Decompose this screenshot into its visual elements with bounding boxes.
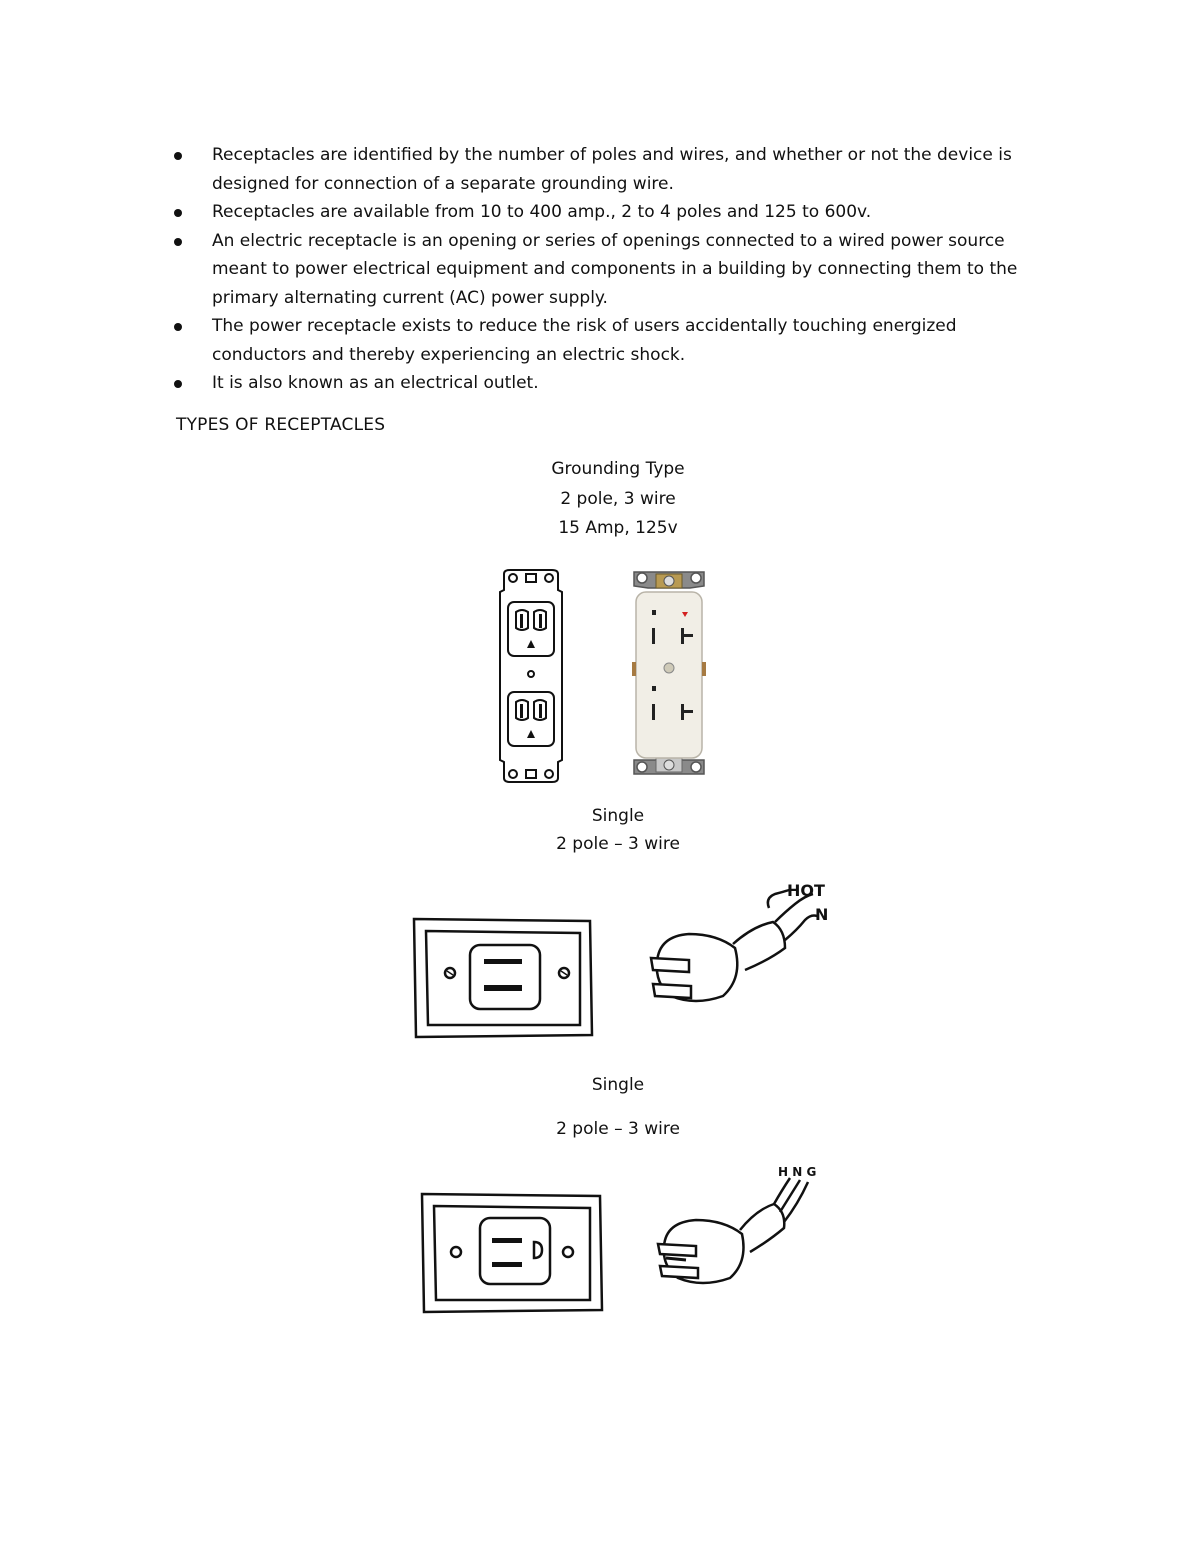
bullet-dot-icon bbox=[174, 152, 182, 160]
plug-label-hot: HOT bbox=[787, 881, 825, 900]
plug-label-neutral: N bbox=[815, 905, 829, 924]
single-b-caption-title: Single bbox=[591, 1075, 645, 1095]
single-a-caption-poles: 2 pole – 3 wire bbox=[556, 834, 680, 854]
bullet-list bbox=[172, 141, 1052, 398]
bullet-dot-icon bbox=[174, 238, 182, 246]
single-receptacle-plate-icon bbox=[410, 915, 594, 1039]
grounding-caption-rating: 15 Amp, 125v bbox=[558, 518, 678, 538]
single-b-caption-poles: 2 pole – 3 wire bbox=[556, 1119, 680, 1139]
duplex-receptacle-drawing-icon bbox=[496, 568, 566, 784]
bullet-item: An electric receptacle is an opening or series of openings connected to a wired power source meant to power electrical equipment and components in a building by connecting them to the primary alternating current (AC) power supply. bbox=[172, 227, 1052, 313]
grounded-plug-icon bbox=[650, 1160, 820, 1290]
section-heading: TYPES OF RECEPTACLES bbox=[176, 415, 386, 435]
bullet-item: Receptacles are identified by the number of poles and wires, and whether or not the device is designed for connection of a separate grounding wire. bbox=[172, 141, 1052, 198]
bullet-dot-icon bbox=[174, 209, 182, 217]
plug-label-hng: H N G bbox=[778, 1165, 817, 1179]
grounding-caption-poles: 2 pole, 3 wire bbox=[560, 489, 676, 509]
grounding-caption-title: Grounding Type bbox=[551, 459, 685, 479]
single-a-caption-title: Single bbox=[591, 806, 645, 826]
bullet-dot-icon bbox=[174, 323, 182, 331]
bullet-dot-icon bbox=[174, 380, 182, 388]
duplex-receptacle-photo-icon bbox=[630, 566, 708, 780]
bullet-item: Receptacles are available from 10 to 400 amp., 2 to 4 poles and 125 to 600v. bbox=[172, 198, 1052, 227]
bullet-item: The power receptacle exists to reduce the risk of users accidentally touching energized conductors and thereby experiencing an electric shock. bbox=[172, 312, 1052, 369]
grounded-receptacle-plate-icon bbox=[418, 1190, 604, 1314]
bullet-item: It is also known as an electrical outlet. bbox=[172, 369, 1052, 398]
single-plug-hot-neutral-icon bbox=[645, 878, 845, 1012]
